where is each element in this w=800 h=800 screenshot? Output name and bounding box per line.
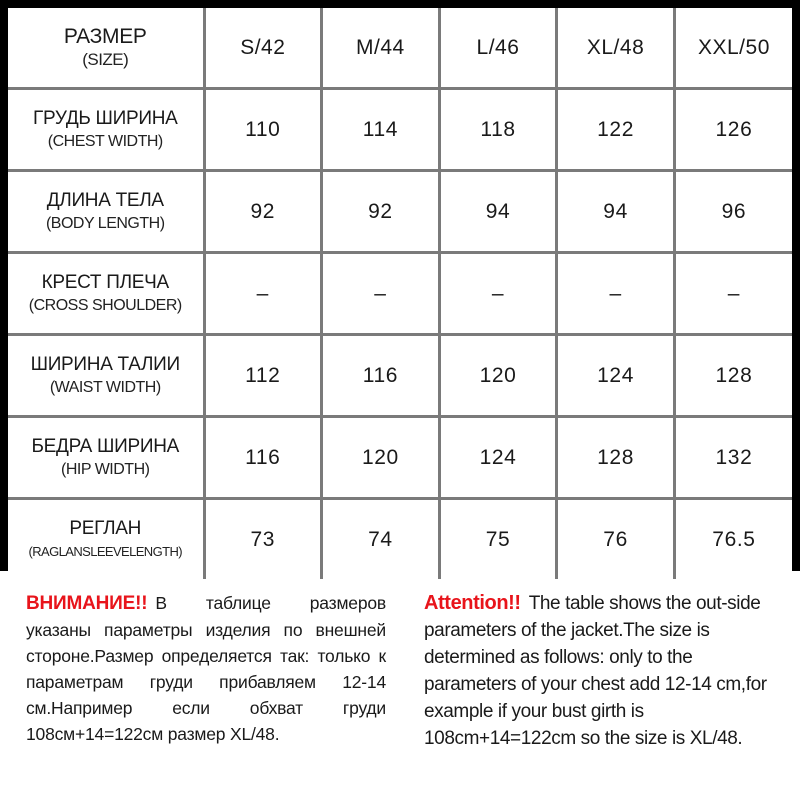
note-russian — [26, 590, 386, 747]
size-header: L/46 — [439, 8, 557, 89]
size-header: S/42 — [204, 8, 322, 89]
table-cell: 124 — [439, 417, 557, 499]
row-label-ru: ШИРИНА ТАЛИИ — [30, 353, 180, 375]
note-english — [424, 590, 784, 752]
row-label-en: (HIP WIDTH) — [61, 460, 150, 478]
row-label-cell — [8, 253, 204, 335]
row-label-en: (WAIST WIDTH) — [49, 378, 161, 396]
row-label-cell — [8, 171, 204, 253]
table-cell: 73 — [204, 499, 322, 580]
row-label-en: (RAGLANSLEEVELENGTH) — [28, 543, 182, 559]
row-label-ru: БЕДРА ШИРИНА — [31, 435, 180, 457]
table-header-row — [8, 8, 792, 89]
size-chart-table — [8, 8, 792, 579]
warning-label-en: Attention!! — [424, 592, 521, 614]
table-cell: 96 — [674, 171, 792, 253]
table-cell: 120 — [439, 335, 557, 417]
note-text-ru: В таблице размеров указаны параметры изделия по внешней стороне.Размер определяется так: только к параметрам груди прибавляем 12-14 см.Например если обхват груди 108см+14=122см размер XL/48. — [26, 593, 386, 744]
table-row-waist — [8, 335, 792, 417]
table-cell: 120 — [322, 417, 440, 499]
row-label-en: (CROSS SHOULDER) — [28, 296, 182, 314]
table-cell: – — [439, 253, 557, 335]
table-cell: – — [204, 253, 322, 335]
table-cell: 116 — [204, 417, 322, 499]
row-label-ru: КРЕСТ ПЛЕЧА — [41, 271, 169, 293]
header-label-en: (SIZE) — [82, 49, 129, 69]
table-cell: 110 — [204, 89, 322, 171]
size-header: M/44 — [322, 8, 440, 89]
warning-label-ru: ВНИМАНИЕ!! — [26, 593, 148, 614]
row-label-en: (CHEST WIDTH) — [47, 132, 163, 150]
table-cell: 76 — [557, 499, 675, 580]
row-label-ru: РЕГЛАН — [69, 517, 142, 539]
table-cell: – — [557, 253, 675, 335]
header-label-ru: РАЗМЕР — [63, 24, 147, 48]
table-cell: 132 — [674, 417, 792, 499]
table-row-body-length — [8, 171, 792, 253]
row-label-ru: ДЛИНА ТЕЛА — [46, 189, 164, 211]
row-label-en: (BODY LENGTH) — [45, 214, 165, 232]
table-cell: 75 — [439, 499, 557, 580]
table-cell: 92 — [204, 171, 322, 253]
table-cell: 76.5 — [674, 499, 792, 580]
table-cell: 114 — [322, 89, 440, 171]
table-cell: – — [322, 253, 440, 335]
size-header: XXL/50 — [674, 8, 792, 89]
table-cell: 94 — [439, 171, 557, 253]
row-label-cell — [8, 417, 204, 499]
table-cell: 128 — [557, 417, 675, 499]
table-cell: – — [674, 253, 792, 335]
table-cell: 92 — [322, 171, 440, 253]
table-cell: 128 — [674, 335, 792, 417]
table-cell: 122 — [557, 89, 675, 171]
table-cell: 116 — [322, 335, 440, 417]
table-cell: 118 — [439, 89, 557, 171]
table-row-chest — [8, 89, 792, 171]
table-cell: 94 — [557, 171, 675, 253]
row-label-cell — [8, 499, 204, 580]
row-label-ru: ГРУДЬ ШИРИНА — [32, 107, 178, 129]
note-text-en: The table shows the out-side parameters of the jacket.The size is determined as follows: only to the parameters of your chest add 12-14 cm,for example if your bust girth is 108cm+14=122cm so the size is XL/48. — [424, 593, 767, 749]
table-cell: 74 — [322, 499, 440, 580]
table-row-raglan — [8, 499, 792, 580]
table-cell: 126 — [674, 89, 792, 171]
table-cell: 124 — [557, 335, 675, 417]
table-cell: 112 — [204, 335, 322, 417]
table-row-cross-shoulder — [8, 253, 792, 335]
notes-section — [0, 590, 800, 800]
header-label-cell — [8, 8, 204, 89]
row-label-cell — [8, 335, 204, 417]
row-label-cell — [8, 89, 204, 171]
size-header: XL/48 — [557, 8, 675, 89]
table-row-hip — [8, 417, 792, 499]
